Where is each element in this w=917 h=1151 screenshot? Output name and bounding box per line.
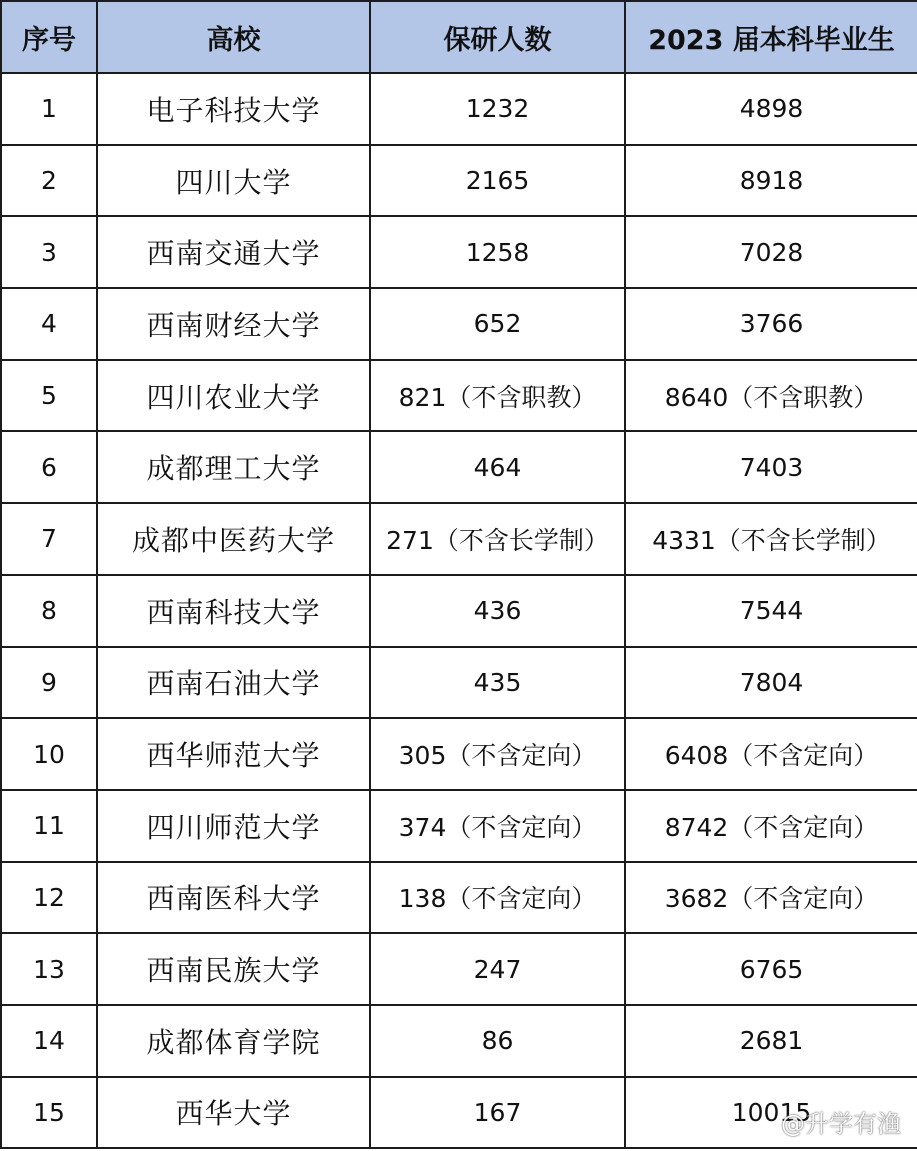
cell-school: 成都中医药大学 xyxy=(97,503,370,575)
cell-index: 8 xyxy=(1,575,97,647)
cell-index: 11 xyxy=(1,790,97,862)
table-row xyxy=(1,790,917,862)
cell-school: 西南交通大学 xyxy=(97,216,370,288)
cell-baoyan-count: 305（不含定向） xyxy=(370,718,625,790)
table-row xyxy=(1,1005,917,1077)
table-row xyxy=(1,1077,917,1149)
cell-graduates: 7804 xyxy=(625,647,917,719)
cell-school: 四川大学 xyxy=(97,145,370,217)
cell-school: 电子科技大学 xyxy=(97,73,370,145)
header-baoyan-count: 保研人数 xyxy=(370,1,625,73)
cell-graduates: 3682（不含定向） xyxy=(625,862,917,934)
table-row xyxy=(1,431,917,503)
cell-graduates: 4331（不含长学制） xyxy=(625,503,917,575)
cell-index: 13 xyxy=(1,933,97,1005)
header-graduates-2023: 2023 届本科毕业生 xyxy=(625,1,917,73)
cell-index: 6 xyxy=(1,431,97,503)
cell-index: 5 xyxy=(1,360,97,432)
cell-graduates: 7403 xyxy=(625,431,917,503)
cell-graduates: 7544 xyxy=(625,575,917,647)
cell-graduates: 8918 xyxy=(625,145,917,217)
cell-graduates: 8640（不含职教） xyxy=(625,360,917,432)
cell-baoyan-count: 2165 xyxy=(370,145,625,217)
cell-school: 成都体育学院 xyxy=(97,1005,370,1077)
cell-index: 1 xyxy=(1,73,97,145)
cell-index: 14 xyxy=(1,1005,97,1077)
cell-school: 西华大学 xyxy=(97,1077,370,1149)
cell-graduates: 6765 xyxy=(625,933,917,1005)
cell-index: 15 xyxy=(1,1077,97,1149)
cell-baoyan-count: 138（不含定向） xyxy=(370,862,625,934)
cell-index: 12 xyxy=(1,862,97,934)
cell-baoyan-count: 86 xyxy=(370,1005,625,1077)
cell-baoyan-count: 435 xyxy=(370,647,625,719)
cell-school: 成都理工大学 xyxy=(97,431,370,503)
cell-baoyan-count: 271（不含长学制） xyxy=(370,503,625,575)
header-school: 高校 xyxy=(97,1,370,73)
cell-index: 2 xyxy=(1,145,97,217)
cell-graduates: 3766 xyxy=(625,288,917,360)
cell-school: 西南科技大学 xyxy=(97,575,370,647)
table-row xyxy=(1,73,917,145)
cell-graduates: 8742（不含定向） xyxy=(625,790,917,862)
cell-baoyan-count: 821（不含职教） xyxy=(370,360,625,432)
table-row xyxy=(1,216,917,288)
header-index: 序号 xyxy=(1,1,97,73)
cell-graduates: 4898 xyxy=(625,73,917,145)
table-row xyxy=(1,575,917,647)
cell-baoyan-count: 247 xyxy=(370,933,625,1005)
cell-index: 7 xyxy=(1,503,97,575)
table-row xyxy=(1,145,917,217)
watermark: @升学有渔 xyxy=(781,1110,901,1138)
cell-school: 西南医科大学 xyxy=(97,862,370,934)
table-row xyxy=(1,503,917,575)
table-row xyxy=(1,862,917,934)
cell-school: 西南民族大学 xyxy=(97,933,370,1005)
cell-graduates: 2681 xyxy=(625,1005,917,1077)
table-header xyxy=(1,1,917,73)
cell-school: 西华师范大学 xyxy=(97,718,370,790)
table-row xyxy=(1,288,917,360)
table-row xyxy=(1,933,917,1005)
cell-graduates: 6408（不含定向） xyxy=(625,718,917,790)
cell-baoyan-count: 1258 xyxy=(370,216,625,288)
table-row xyxy=(1,647,917,719)
cell-school: 西南石油大学 xyxy=(97,647,370,719)
cell-index: 3 xyxy=(1,216,97,288)
cell-index: 9 xyxy=(1,647,97,719)
cell-baoyan-count: 1232 xyxy=(370,73,625,145)
cell-baoyan-count: 652 xyxy=(370,288,625,360)
cell-index: 4 xyxy=(1,288,97,360)
cell-graduates: 7028 xyxy=(625,216,917,288)
cell-school: 四川师范大学 xyxy=(97,790,370,862)
cell-school: 四川农业大学 xyxy=(97,360,370,432)
table-row xyxy=(1,360,917,432)
cell-baoyan-count: 374（不含定向） xyxy=(370,790,625,862)
cell-baoyan-count: 464 xyxy=(370,431,625,503)
table-body xyxy=(1,73,917,1148)
cell-baoyan-count: 436 xyxy=(370,575,625,647)
header-row xyxy=(1,1,917,73)
table-row xyxy=(1,718,917,790)
cell-baoyan-count: 167 xyxy=(370,1077,625,1149)
cell-school: 西南财经大学 xyxy=(97,288,370,360)
cell-index: 10 xyxy=(1,718,97,790)
cell-graduates: 10015 xyxy=(625,1077,917,1149)
